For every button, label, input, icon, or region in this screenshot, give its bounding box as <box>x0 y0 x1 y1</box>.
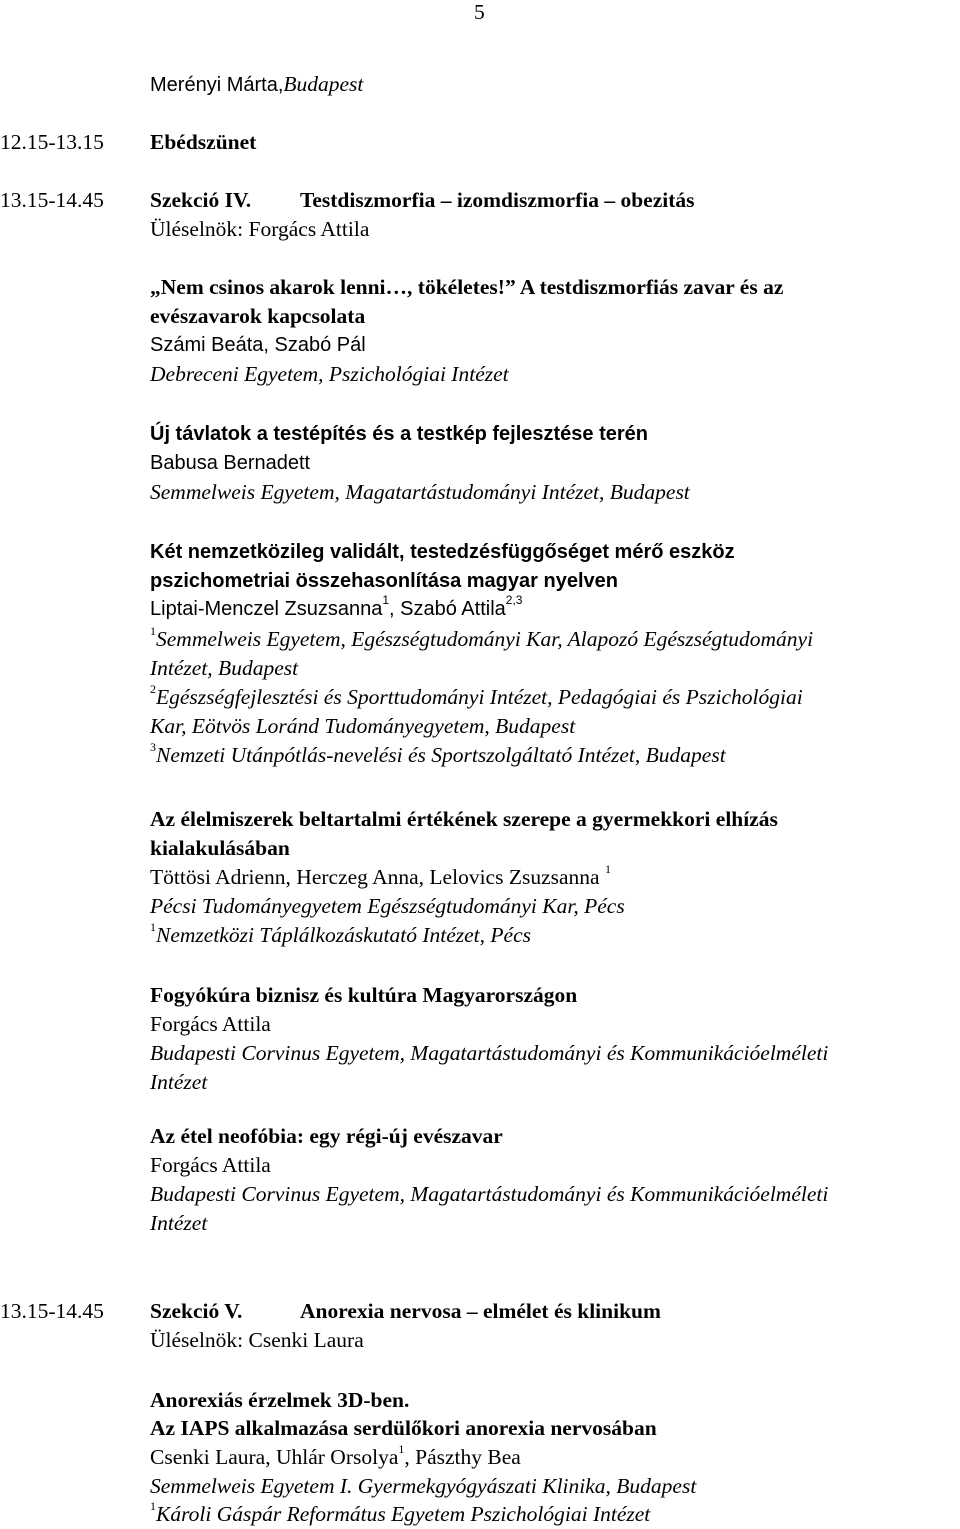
talk-title: kialakulásában <box>150 836 290 860</box>
author-sup: 1 <box>604 861 611 876</box>
talk-affiliation: Debreceni Egyetem, Pszichológiai Intézet <box>150 362 509 386</box>
affil-text: Károli Gáspár Református Egyetem Pszichológiai Intézet <box>156 1502 651 1526</box>
talk-affiliation <box>150 1498 651 1526</box>
talk-authors <box>150 861 611 889</box>
prev-speaker-line: Merényi Márta,Budapest <box>150 72 364 96</box>
page-number: 5 <box>474 0 485 24</box>
talk-affiliation: Intézet <box>150 1211 208 1235</box>
affil-text: Semmelweis Egyetem, Egészségtudományi Kar, Alapozó Egészségtudományi <box>156 627 814 651</box>
author-sup: 2,3 <box>505 593 523 608</box>
session-iv-time: 13.15-14.45 <box>0 188 104 212</box>
session-iv-title: Testdiszmorfia – izomdiszmorfia – obezitás <box>300 188 695 212</box>
session-v-chair: Üléselnök: Csenki Laura <box>150 1328 364 1352</box>
talk-title: Az étel neofóbia: egy régi-új evészavar <box>150 1124 503 1148</box>
talk-authors: Forgács Attila <box>150 1153 271 1177</box>
talk-title: Anorexiás érzelmek 3D-ben. <box>150 1388 410 1412</box>
affil-sup: 3 <box>150 739 156 754</box>
talk-authors <box>150 593 523 621</box>
prev-speaker: Merényi Márta <box>150 74 278 96</box>
affil-text: Egészségfejlesztési és Sporttudományi Intézet, Pedagógiai és Pszichológiai <box>156 685 803 709</box>
talk-affiliation: Semmelweis Egyetem I. Gyermekgyógyászati Klinika, Budapest <box>150 1474 697 1498</box>
author-name: Liptai-Menczel Zsuzsanna <box>150 598 383 620</box>
talk-title: Új távlatok a testépítés és a testkép fejlesztése terén <box>150 423 649 445</box>
talk-title: Az élelmiszerek beltartalmi értékének szerepe a gyermekkori elhízás <box>150 807 778 831</box>
talk-authors: Számi Beáta, Szabó Pál <box>150 334 366 356</box>
author-sup: 1 <box>382 593 390 608</box>
session-v-time: 13.15-14.45 <box>0 1299 104 1323</box>
talk-title: Két nemzetközileg validált, testedzésfüggőséget mérő eszköz <box>150 541 735 563</box>
talk-affiliation: Intézet, Budapest <box>150 656 299 680</box>
talk-authors: Forgács Attila <box>150 1012 271 1036</box>
talk-affiliation: Intézet <box>150 1070 208 1094</box>
lunch-label: Ebédszünet <box>150 130 257 154</box>
talk-affiliation: Semmelweis Egyetem, Magatartástudományi Intézet, Budapest <box>150 480 690 504</box>
talk-affiliation <box>150 739 726 767</box>
author-name: , Pászthy Bea <box>404 1445 521 1469</box>
talk-affiliation: Kar, Eötvös Loránd Tudományegyetem, Budapest <box>150 714 576 738</box>
author-name: Csenki Laura, Uhlár Orsolya <box>150 1445 399 1469</box>
affil-text: Nemzeti Utánpótlás-nevelési és Sportszolgáltató Intézet, Budapest <box>156 743 726 767</box>
talk-authors: Babusa Bernadett <box>150 452 311 474</box>
affil-text: Nemzetközi Táplálkozáskutató Intézet, Pécs <box>156 923 531 947</box>
talk-title: evészavarok kapcsolata <box>150 304 366 328</box>
talk-affiliation: Budapesti Corvinus Egyetem, Magatartástudományi és Kommunikációelméleti <box>150 1182 829 1206</box>
affil-sup: 1 <box>150 623 156 638</box>
session-iv-label: Szekció IV. <box>150 188 252 212</box>
talk-affiliation <box>150 623 814 651</box>
affil-sup: 1 <box>150 1498 156 1513</box>
lunch-time: 12.15-13.15 <box>0 130 104 154</box>
talk-authors <box>150 1441 521 1469</box>
talk-title: Az IAPS alkalmazása serdülőkori anorexia nervosában <box>150 1416 657 1440</box>
author-name: , Szabó Attila <box>389 598 506 620</box>
author-name: Töttösi Adrienn, Herczeg Anna, Lelovics Zsuzsanna <box>150 865 600 889</box>
talk-title: „Nem csinos akarok lenni…, tökéletes!” A testdiszmorfiás zavar és az <box>150 275 784 299</box>
session-iv-chair: Üléselnök: Forgács Attila <box>150 217 370 241</box>
affil-sup: 1 <box>150 919 156 934</box>
session-v-title: Anorexia nervosa – elmélet és klinikum <box>300 1299 661 1323</box>
session-v-label: Szekció V. <box>150 1299 243 1323</box>
talk-affiliation: Budapesti Corvinus Egyetem, Magatartástudományi és Kommunikációelméleti <box>150 1041 829 1065</box>
affil-sup: 2 <box>150 681 156 696</box>
talk-title: pszichometriai összehasonlítása magyar nyelven <box>150 570 618 592</box>
author-sup: 1 <box>398 1441 405 1456</box>
talk-title: Fogyókúra biznisz és kultúra Magyarországon <box>150 983 578 1007</box>
talk-affiliation <box>150 681 803 709</box>
talk-affiliation: Pécsi Tudományegyetem Egészségtudományi Kar, Pécs <box>150 894 625 918</box>
prev-city: Budapest <box>283 72 364 96</box>
talk-affiliation <box>150 919 531 947</box>
